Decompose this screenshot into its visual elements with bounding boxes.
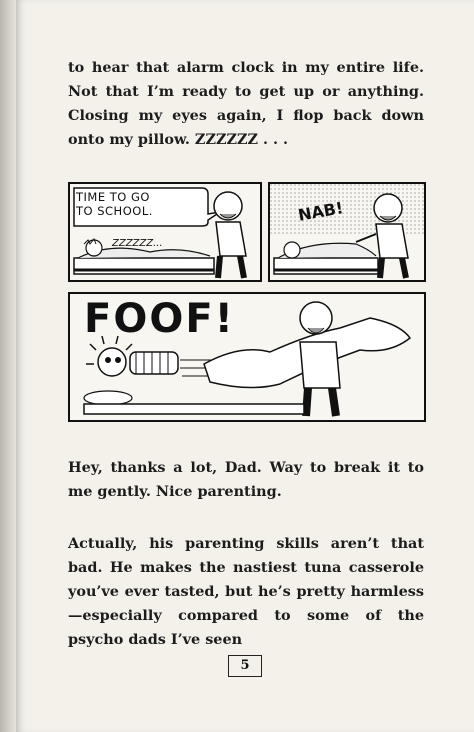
- page-number: 5: [228, 655, 262, 677]
- paragraph-2: Hey, thanks a lot, Dad. Way to break it to me gently. Nice parenting.: [68, 459, 424, 500]
- paragraph-3: Actually, his parenting skills aren’t that bad. He makes the nastiest tuna casserole you’ve ever tasted, but he’s pretty harmless—especially compared to some of the psycho dads I’ve seen: [68, 535, 424, 648]
- comic-panel-2: [268, 182, 426, 282]
- foof-sound-effect: FOOF!: [84, 296, 235, 342]
- speech-balloon: TIME TO GO TO SCHOOL.: [76, 190, 153, 218]
- comic-panel-3: [68, 292, 426, 422]
- paragraph-1: to hear that alarm clock in my entire life. Not that I’m ready to get up or anything. Closing my eyes again, I flop back down onto my pillow. ZZZZZZ . . .: [68, 59, 424, 148]
- panel-2-art: [270, 184, 424, 280]
- snore-text: ZZZZZZ...: [112, 238, 163, 249]
- nab-sound-effect: NAB!: [296, 198, 345, 225]
- comic-panel-1: [68, 182, 262, 282]
